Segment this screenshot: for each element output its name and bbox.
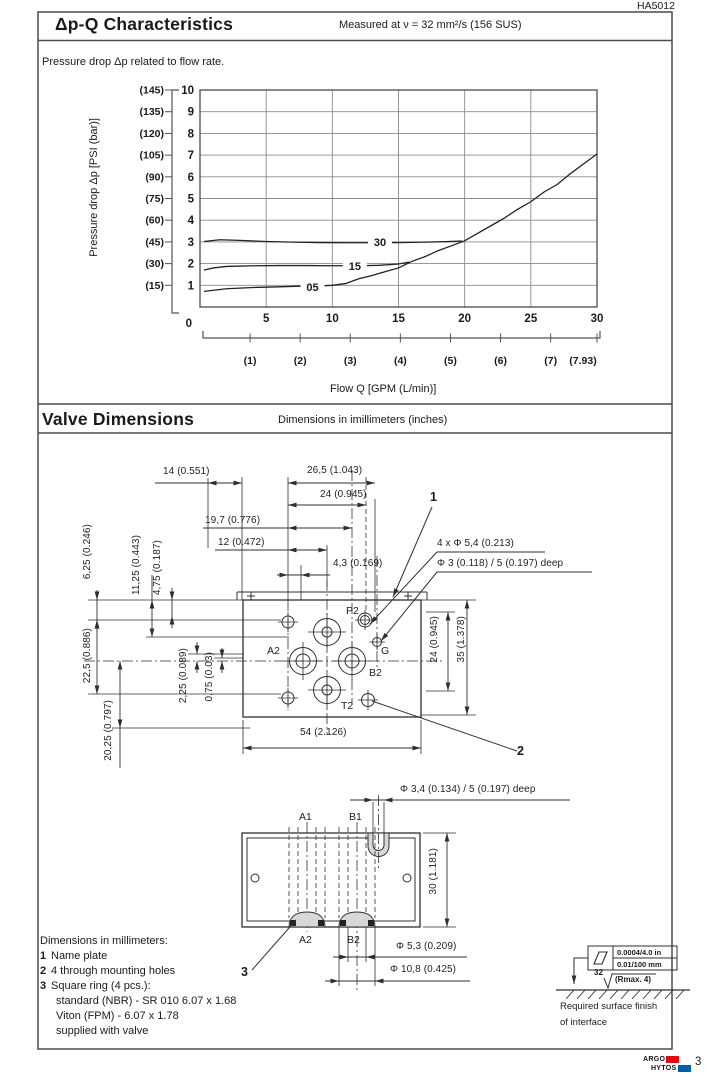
port-label-t2: T2 [341,700,354,712]
ref-2: 2 [517,744,524,758]
legend-item-num: 2 [40,965,47,977]
svg-text:2: 2 [187,258,194,271]
dim-24-top: 24 (0.945) [320,489,367,500]
svg-text:(90): (90) [145,171,164,184]
svg-text:5: 5 [187,193,194,206]
roughness-value: 32 [594,968,603,977]
legend-item-text: 4 through mounting holes [51,965,176,977]
port-label-p2: P2 [346,605,359,617]
logo-blue-block [678,1065,691,1072]
dim-24-right: 24 (0.945) [429,616,440,663]
valve-bottom-view [242,795,570,990]
legend-item-num: 1 [40,950,47,962]
svg-text:30: 30 [373,236,387,249]
svg-text:(30): (30) [145,258,164,271]
svg-text:8: 8 [187,128,194,141]
dim-22-5: 22,5 (0.886) [82,628,93,684]
svg-text:05: 05 [306,282,319,295]
svg-text:6: 6 [187,171,194,184]
legend-item-text: Name plate [51,950,108,962]
svg-text:(135): (135) [139,106,164,119]
port-label-a2: A2 [267,645,280,657]
x-axis-title: Flow Q [GPM (L/min)] [330,383,437,395]
legend-title: Dimensions in millimeters: [40,935,168,947]
dim-11-25: 11,25 (0.443) [131,535,142,596]
svg-text:(75): (75) [145,193,164,205]
svg-text:20: 20 [458,313,472,325]
ref-1: 1 [430,490,437,504]
surface-finish-inch: 0.0004/4.0 in [617,948,662,957]
dim-0-75: 0,75 (0.03) [204,652,215,702]
svg-text:1: 1 [187,280,194,293]
svg-text:(120): (120) [139,127,164,140]
svg-text:4: 4 [187,215,194,228]
callout-slot: Φ 3,4 (0.134) / 5 (0.197) deep [400,784,536,795]
argo-hytos-logo [643,1055,691,1073]
dim-4-3: 4,3 (0.169) [333,558,383,569]
surface-finish-caption: Required surface finish [560,1001,658,1012]
surface-finish-mm: 0.01/100 mm [617,960,662,969]
dim-20-25: 20,25 (0.797) [103,700,114,761]
svg-text:(2): (2) [293,355,307,367]
ref-3: 3 [241,965,248,979]
svg-text:(7.93): (7.93) [569,355,597,367]
legend-continuation: Viton (FPM) - 6.07 x 1.78 [56,1010,179,1022]
port-label-b2-bottom: B2 [347,934,360,946]
dim-10-8: Φ 10,8 (0.425) [390,964,457,975]
valve-top-view [84,470,592,768]
svg-text:3: 3 [187,236,194,249]
legend-item-text: Square ring (4 pcs.): [51,980,151,992]
dim-19-7: 19,7 (0.776) [205,515,261,526]
frame-lines [38,12,672,1049]
svg-text:25: 25 [524,313,538,325]
surface-finish-caption2: of interface [560,1017,607,1028]
section1-title: Δp-Q Characteristics [55,14,234,34]
pq-chart [139,85,603,368]
dim-4-75: 4,75 (0.187) [152,540,163,596]
port-label-a1-bottom: A1 [299,811,312,823]
legend-block [40,934,236,1039]
svg-text:30: 30 [590,313,604,325]
y-axis-title: Pressure drop Δp [PSI (bar)] [88,118,100,257]
section2-subtitle: Dimensions in imillimeters (inches) [278,414,448,426]
chart-note: Pressure drop Δp related to flow rate. [42,56,225,68]
legend-item-num: 3 [40,980,47,992]
svg-text:15: 15 [392,313,405,325]
svg-text:7: 7 [187,150,194,163]
dim-12: 12 (0.472) [218,537,265,548]
svg-text:5: 5 [262,313,270,325]
svg-text:(6): (6) [494,355,507,367]
dim-35-right: 35 (1.378) [456,616,467,663]
port-label-g: G [381,645,390,657]
legend-continuation: supplied with valve [56,1025,149,1037]
legend-item [40,949,236,964]
dim-26-5: 26,5 (1.043) [307,465,363,476]
section1-subtitle: Measured at ν = 32 mm²/s (156 SUS) [339,19,522,31]
svg-text:(45): (45) [145,236,164,249]
svg-text:(5): (5) [444,355,457,367]
svg-text:0: 0 [185,318,192,330]
dim-5-3: Φ 5,3 (0.209) [396,941,457,952]
callout-gauge-port: Φ 3 (0.118) / 5 (0.197) deep [437,558,564,569]
svg-text:15: 15 [348,260,361,273]
legend-item [40,964,236,979]
roughness-max: (Rmax. 4) [615,975,652,984]
logo-red-block [666,1056,679,1063]
svg-text:(60): (60) [145,214,164,227]
svg-text:(3): (3) [343,355,357,367]
logo-text-argo: ARGO [643,1056,666,1063]
callout-mounting-holes: 4 x Φ 5,4 (0.213) [437,538,514,549]
svg-text:(105): (105) [139,149,164,162]
svg-text:9: 9 [187,106,194,119]
dim-6-25: 6,25 (0.246) [82,524,93,580]
svg-text:(4): (4) [393,355,407,367]
legend-item [40,979,236,994]
svg-text:(15): (15) [145,279,164,292]
svg-text:(1): (1) [243,355,257,367]
dim-14: 14 (0.551) [163,466,210,477]
port-label-b2: B2 [369,667,382,679]
port-label-b1-bottom: B1 [349,811,362,823]
legend-continuation: standard (NBR) - SR 010 6.07 x 1.68 [56,995,237,1007]
svg-text:10: 10 [181,85,194,97]
dim-2-25: 2,25 (0.089) [178,648,189,704]
doc-number: HA5012 [637,0,675,12]
svg-text:(7): (7) [544,355,558,367]
page-number: 3 [695,1056,702,1068]
svg-text:(145): (145) [139,84,164,97]
svg-text:10: 10 [325,313,339,325]
section2-title: Valve Dimensions [42,409,195,429]
dim-54: 54 (2.126) [300,727,347,738]
logo-text-hytos: HYTOS [651,1065,677,1072]
port-label-a2-bottom: A2 [299,934,312,946]
dim-30: 30 (1.181) [428,848,439,895]
